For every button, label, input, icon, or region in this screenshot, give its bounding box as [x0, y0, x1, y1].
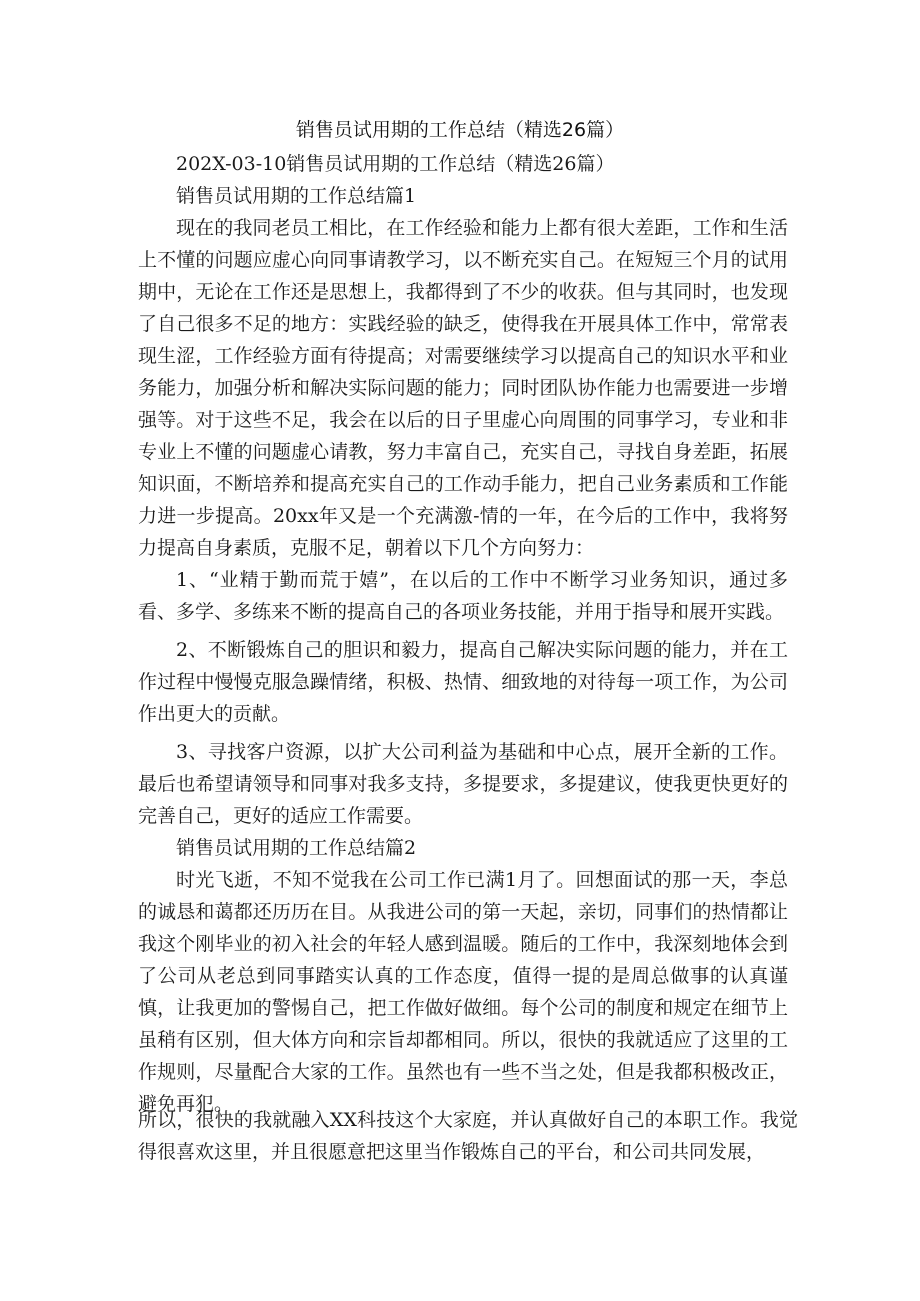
paragraph-no-indent: 所以，很快的我就融入XX科技这个大家庭，并认真做好自己的本职工作。我觉得很喜欢这里，并且很愿意把这里当作锻炼自己的平台，和公司共同发展，: [138, 1109, 798, 1163]
paragraph-list-item-1: 1、“业精于勤而荒于嬉”，在以后的工作中不断学习业务知识，通过多看、多学、多练来不断的提高自己的各项业务技能，并用于指导和展开实践。: [138, 569, 788, 623]
paragraph: 现在的我同老员工相比，在工作经验和能力上都有很大差距，工作和生活上不懂的问题应虚心向同事请教学习，以不断充实自己。在短短三个月的试用期中，无论在工作还是思想上，我都得到了不少的收获。但与其同时，也发现了自己很多不足的地方：实践经验的缺乏，使得我在开展具体工作中，常常表现生涩，工作经验方面有待提高；对需要继续学习以提高自己的知识水平和业务能力，加强分析和解决实际问题的能力；同时团队协作能力也需要进一步增强等。对于这些不足，我会在以后的日子里虚心向周围的同事学习，专业和非专业上不懂的问题虚心请教，努力丰富自己，充实自己，寻找自身差距，拓展知识面，不断培养和提高充实自己的工作动手能力，把自己业务素质和工作能力进一步提高。20xx年又是一个充满激-情的一年，在今后的工作中，我将努力提高自身素质，克服不足，朝着以下几个方向努力：: [138, 217, 788, 559]
section-heading-1: 销售员试用期的工作总结篇1: [176, 185, 417, 207]
paragraph-list-item-2: 2、不断锻炼自己的胆识和毅力，提高自己解决实际问题的能力，并在工作过程中慢慢克服急躁情绪，积极、热情、细致地的对待每一项工作，为公司作出更大的贡献。: [138, 639, 788, 725]
section-heading-2: 销售员试用期的工作总结篇2: [176, 837, 417, 859]
date-line: 202X-03-10销售员试用期的工作总结（精选26篇）: [176, 153, 615, 175]
paragraph: 时光飞逝，不知不觉我在公司工作已满1月了。回想面试的那一天，李总的诚恳和蔼都还历历在目。从我进公司的第一天起，亲切，同事们的热情都让我这个刚毕业的初入社会的年轻人感到温暖。随后的工作中，我深刻地体会到了公司从老总到同事踏实认真的工作态度，值得一提的是周总做事的认真谨慎，让我更加的警惕自己，把工作做好做细。每个公司的制度和规定在细节上虽稍有区别，但大体方向和宗旨却都相同。所以，很快的我就适应了这里的工作规则，尽量配合大家的工作。虽然也有一些不当之处，但是我都积极改正，避免再犯。: [138, 869, 788, 1115]
document-body: [138, 148, 788, 1120]
paragraph-list-item-3: 3、寻找客户资源，以扩大公司利益为基础和中心点，展开全新的工作。最后也希望请领导和同事对我多支持，多提要求，多提建议，使我更快更好的完善自己，更好的适应工作需要。: [138, 741, 788, 827]
page-title: 销售员试用期的工作总结（精选26篇）: [295, 119, 625, 141]
